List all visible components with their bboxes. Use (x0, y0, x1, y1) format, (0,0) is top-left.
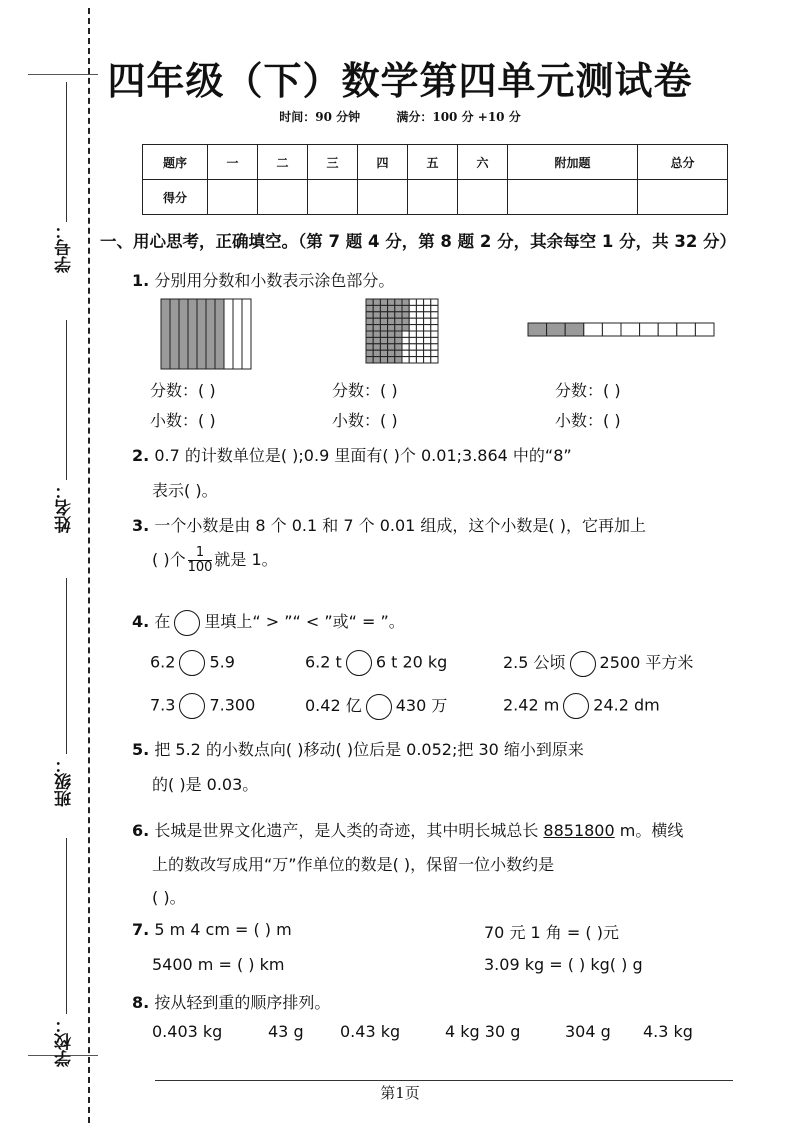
empty-cell (416, 331, 423, 337)
compare-circle[interactable] (366, 694, 392, 720)
name-label: 姓名： (55, 482, 75, 533)
score-cell[interactable] (308, 180, 358, 215)
question-8 (132, 990, 330, 1013)
empty-segment (695, 323, 714, 336)
empty-cell (416, 318, 423, 324)
empty-cell (431, 331, 438, 337)
question-number: 2. (132, 446, 150, 465)
compare-item (305, 693, 447, 720)
footer-rule (155, 1080, 733, 1081)
compare-left: 2.42 m (503, 695, 560, 715)
binding-dashed-line (88, 8, 90, 1123)
question-text: 一个小数是由 8 个 0.1 和 7 个 0.01 组成，这个小数是( )，它再加上 (154, 516, 647, 535)
shaded-cell (402, 325, 409, 331)
empty-cell (402, 357, 409, 363)
shaded-cell (380, 305, 387, 311)
empty-segment (602, 323, 621, 336)
compare-left: 6.2 (150, 652, 176, 672)
shaded-cell (373, 318, 380, 324)
question-6-line-2: 上的数改写成用“万”作单位的数是( )，保留一位小数约是 (152, 855, 555, 874)
compare-item (503, 693, 660, 719)
empty-cell (402, 350, 409, 356)
shaded-bar (161, 299, 170, 369)
shaded-cell (388, 350, 395, 356)
empty-cell (416, 305, 423, 311)
empty-cell (416, 299, 423, 305)
student-no-label: 学号： (55, 222, 75, 273)
question-number: 5. (132, 740, 150, 759)
empty-cell (431, 312, 438, 318)
question-1 (132, 268, 394, 291)
score-table-header-cell: 一 (208, 145, 258, 180)
shaded-cell (380, 337, 387, 343)
shaded-cell (380, 357, 387, 363)
score-cell[interactable] (358, 180, 408, 215)
shaded-cell (395, 312, 402, 318)
empty-cell (409, 337, 416, 343)
empty-cell (416, 357, 423, 363)
shaded-cell (388, 312, 395, 318)
time-label: 时间：90 分钟 (279, 110, 361, 124)
question-number: 3. (132, 516, 150, 535)
empty-cell (431, 357, 438, 363)
shaded-bar (170, 299, 179, 369)
compare-left: 2.5 公顷 (503, 653, 566, 672)
shaded-cell (366, 331, 373, 337)
school-label: 学校： (55, 1016, 75, 1067)
empty-cell (424, 312, 431, 318)
shaded-cell (395, 350, 402, 356)
shaded-segment (547, 323, 566, 336)
empty-cell (424, 305, 431, 311)
answer-blank[interactable]: ( )个 (152, 550, 186, 569)
score-table-header-cell: 三 (308, 145, 358, 180)
shaded-cell (380, 344, 387, 350)
score-table-header-row (143, 145, 728, 180)
question-3 (132, 513, 646, 536)
shaded-cell (366, 312, 373, 318)
empty-cell (424, 337, 431, 343)
score-table-header-cell: 五 (408, 145, 458, 180)
score-cell[interactable] (208, 180, 258, 215)
empty-cell (409, 344, 416, 350)
shaded-cell (388, 305, 395, 311)
shaded-cell (373, 312, 380, 318)
shaded-segment (565, 323, 584, 336)
empty-bar (233, 299, 242, 369)
shaded-cell (366, 318, 373, 324)
question-5 (132, 737, 584, 760)
score-cell[interactable] (258, 180, 308, 215)
compare-left: 7.3 (150, 695, 176, 715)
compare-right: 6 t 20 kg (375, 652, 448, 672)
shaded-cell (402, 318, 409, 324)
question-text: 就是 1。 (214, 550, 278, 569)
score-table-header-cell: 题序 (143, 145, 208, 180)
compare-item (305, 650, 447, 676)
shaded-cell (373, 357, 380, 363)
shaded-cell (366, 350, 373, 356)
empty-cell (424, 350, 431, 356)
question-text: 分别用分数和小数表示涂色部分。 (154, 271, 395, 290)
class-line (66, 578, 67, 754)
shaded-cell (373, 325, 380, 331)
empty-cell (416, 344, 423, 350)
weight-item: 0.403 kg (152, 1022, 223, 1041)
empty-cell (431, 299, 438, 305)
shaded-cell (388, 331, 395, 337)
fraction-one-hundredth (188, 546, 213, 575)
question-5-line-2: 的( )是 0.03。 (152, 775, 259, 794)
shaded-cell (373, 331, 380, 337)
compare-right: 7.300 (209, 695, 256, 715)
score-table-header-cell: 总分 (637, 145, 727, 180)
score-cell[interactable] (508, 180, 638, 215)
figure-tenths-bars (160, 298, 252, 370)
shaded-cell (373, 305, 380, 311)
weight-item: 43 g (268, 1022, 304, 1041)
compare-item (150, 693, 255, 719)
score-table-score-row (143, 180, 728, 215)
empty-cell (402, 344, 409, 350)
shaded-cell (395, 299, 402, 305)
question-number: 4. (132, 612, 150, 631)
shaded-segment (528, 323, 547, 336)
question-number: 8. (132, 993, 150, 1012)
question-text: 0.7 的计数单位是( );0.9 里面有( )个 0.01;3.864 中的“8” (154, 446, 572, 465)
shaded-cell (373, 344, 380, 350)
empty-cell (424, 331, 431, 337)
empty-cell (431, 318, 438, 324)
shaded-cell (395, 337, 402, 343)
shaded-cell (380, 318, 387, 324)
score-table-header-cell: 四 (358, 145, 408, 180)
compare-right: 2500 平方米 (599, 653, 694, 672)
question-text: 5 m 4 cm = ( ) m (154, 920, 292, 939)
shaded-cell (402, 299, 409, 305)
empty-cell (402, 331, 409, 337)
school-line (66, 838, 67, 1014)
empty-cell (416, 337, 423, 343)
empty-cell (416, 350, 423, 356)
compare-circle[interactable] (179, 650, 205, 676)
question-6-line-3[interactable]: ( )。 (152, 888, 186, 907)
shaded-cell (395, 325, 402, 331)
shaded-cell (402, 312, 409, 318)
empty-segment (640, 323, 659, 336)
full-score-label: 满分：100 分 +10 分 (396, 110, 521, 124)
compare-circle-icon (174, 610, 200, 636)
shaded-cell (395, 357, 402, 363)
question-7-b: 70 元 1 角 = ( )元 (484, 923, 619, 942)
fraction-answer-3[interactable]: 分数：( ) (555, 381, 621, 400)
compare-item (150, 650, 235, 676)
question-2 (132, 443, 572, 466)
question-text: 按从轻到重的顺序排列。 (154, 993, 331, 1012)
question-number: 1. (132, 271, 150, 290)
empty-cell (409, 357, 416, 363)
score-table-header-cell: 附加题 (508, 145, 638, 180)
question-6 (132, 818, 683, 841)
fraction-answer-1[interactable]: 分数：( ) (150, 381, 216, 400)
shaded-cell (380, 350, 387, 356)
shaded-cell (395, 318, 402, 324)
shaded-cell (395, 331, 402, 337)
figure-hundredths-grid (365, 298, 439, 364)
empty-cell (431, 325, 438, 331)
empty-segment (584, 323, 603, 336)
shaded-cell (380, 325, 387, 331)
empty-cell (409, 318, 416, 324)
question-number: 6. (132, 821, 150, 840)
score-table-header-cell: 六 (458, 145, 508, 180)
empty-cell (424, 299, 431, 305)
shaded-bar (215, 299, 224, 369)
shaded-cell (366, 337, 373, 343)
shaded-cell (388, 344, 395, 350)
page-number: 第1页 (380, 1084, 420, 1102)
fraction-denominator: 100 (187, 560, 213, 575)
score-table-row-label: 得分 (143, 180, 208, 215)
shaded-bar (179, 299, 188, 369)
decimal-answer-1[interactable]: 小数：( ) (150, 411, 216, 430)
section-1-heading: 一、用心思考，正确填空。（第 7 题 4 分，第 8 题 2 分，其余每空 1 分，共 32 分） (100, 232, 737, 251)
shaded-cell (366, 299, 373, 305)
exam-info (0, 108, 800, 125)
compare-circle[interactable] (563, 693, 589, 719)
shaded-bar (206, 299, 215, 369)
shaded-cell (388, 337, 395, 343)
question-7-d: 3.09 kg = ( ) kg( ) g (484, 955, 643, 974)
empty-cell (402, 337, 409, 343)
question-7-c: 5400 m = ( ) km (152, 955, 285, 974)
empty-segment (677, 323, 696, 336)
compare-left: 6.2 t (305, 652, 342, 672)
shaded-cell (380, 312, 387, 318)
question-text: 把 5.2 的小数点向( )移动( )位后是 0.052;把 30 缩小到原来 (154, 740, 584, 759)
question-2-line-2: 表示( )。 (152, 481, 218, 500)
compare-right: 430 万 (395, 696, 448, 715)
empty-segment (621, 323, 640, 336)
question-4 (132, 609, 405, 636)
question-number: 7. (132, 920, 150, 939)
shaded-cell (373, 337, 380, 343)
compare-circle[interactable] (346, 650, 372, 676)
score-table (142, 144, 728, 215)
empty-cell (409, 325, 416, 331)
score-table-header-cell: 二 (258, 145, 308, 180)
question-text: m。横线 (614, 821, 684, 840)
weight-item: 0.43 kg (340, 1022, 401, 1041)
shaded-cell (373, 350, 380, 356)
score-cell[interactable] (458, 180, 508, 215)
shaded-cell (366, 344, 373, 350)
question-text: 在 (154, 612, 171, 631)
page-title: 四年级（下）数学第四单元测试卷 (107, 59, 693, 103)
decimal-answer-2[interactable]: 小数：( ) (332, 411, 398, 430)
empty-cell (431, 337, 438, 343)
empty-cell (409, 312, 416, 318)
shaded-bar (188, 299, 197, 369)
shaded-cell (388, 357, 395, 363)
shaded-cell (380, 331, 387, 337)
score-cell[interactable] (637, 180, 727, 215)
shaded-cell (380, 299, 387, 305)
question-3-line-2 (152, 546, 278, 575)
weight-item: 4 kg 30 g (445, 1022, 521, 1041)
empty-cell (416, 312, 423, 318)
compare-item (503, 650, 693, 677)
empty-cell (424, 325, 431, 331)
shaded-cell (366, 357, 373, 363)
empty-cell (431, 305, 438, 311)
empty-bar (224, 299, 233, 369)
compare-circle[interactable] (179, 693, 205, 719)
shaded-cell (395, 305, 402, 311)
shaded-bar (197, 299, 206, 369)
decimal-answer-3[interactable]: 小数：( ) (555, 411, 621, 430)
empty-cell (431, 350, 438, 356)
figure-tenths-strip (527, 322, 717, 338)
class-label: 班级： (55, 756, 75, 807)
shaded-cell (366, 305, 373, 311)
shaded-cell (388, 318, 395, 324)
name-line (66, 320, 67, 480)
compare-right: 24.2 dm (593, 695, 660, 715)
empty-cell (409, 350, 416, 356)
empty-cell (409, 331, 416, 337)
question-text: 长城是世界文化遗产，是人类的奇迹，其中明长城总长 (154, 821, 544, 840)
underlined-number: 8851800 (543, 821, 615, 840)
empty-bar (242, 299, 251, 369)
shaded-cell (395, 344, 402, 350)
shaded-cell (366, 325, 373, 331)
compare-circle[interactable] (570, 651, 596, 677)
empty-cell (409, 299, 416, 305)
empty-cell (424, 357, 431, 363)
shaded-cell (402, 305, 409, 311)
empty-cell (431, 344, 438, 350)
shaded-cell (388, 325, 395, 331)
empty-cell (409, 305, 416, 311)
empty-cell (416, 325, 423, 331)
fraction-answer-2[interactable]: 分数：( ) (332, 381, 398, 400)
question-text: 里填上“ > ”“ < ”或“ = ”。 (204, 612, 405, 631)
empty-cell (424, 344, 431, 350)
fraction-numerator: 1 (188, 546, 213, 561)
shaded-cell (373, 299, 380, 305)
shaded-cell (388, 299, 395, 305)
weight-item: 304 g (565, 1022, 611, 1041)
question-7 (132, 920, 292, 939)
weight-item: 4.3 kg (643, 1022, 693, 1041)
empty-cell (424, 318, 431, 324)
empty-segment (658, 323, 677, 336)
compare-left: 0.42 亿 (305, 696, 362, 715)
compare-right: 5.9 (209, 652, 235, 672)
score-cell[interactable] (408, 180, 458, 215)
